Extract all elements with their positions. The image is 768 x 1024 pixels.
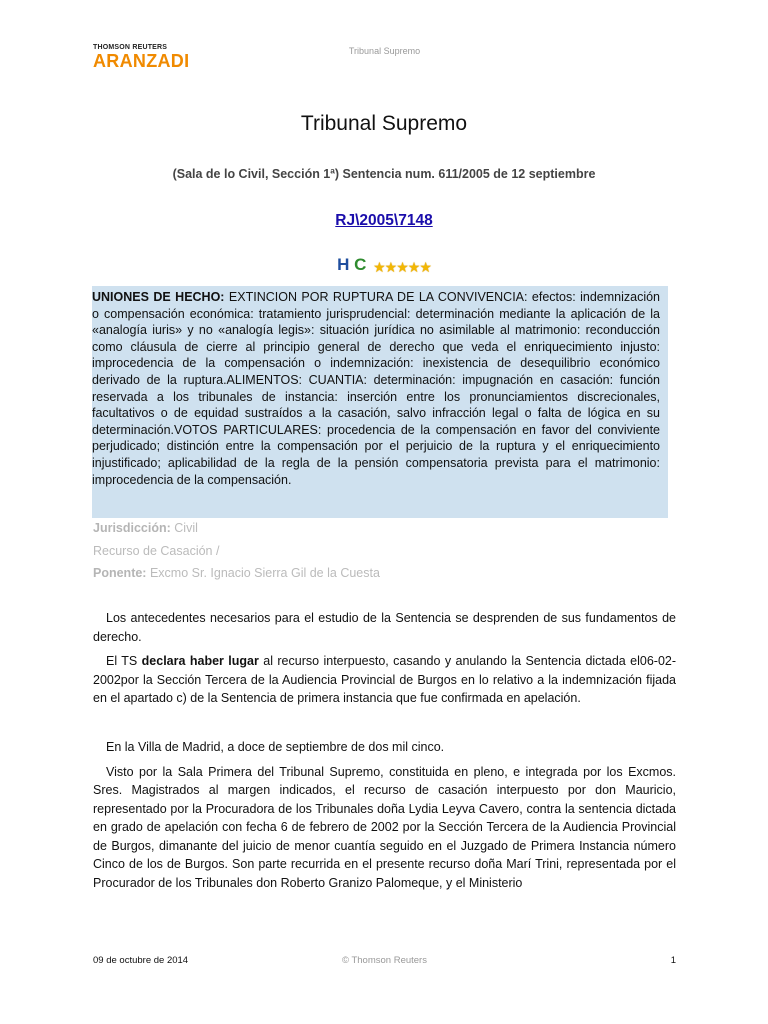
ponente-value: Excmo Sr. Ignacio Sierra Gil de la Cuesta [146, 566, 380, 580]
rating-h-letter: H [337, 255, 350, 274]
jurisdiction-label: Jurisdicción: [93, 521, 171, 535]
footer-copyright: © Thomson Reuters [342, 955, 427, 966]
summary-heading: UNIONES DE HECHO: [92, 290, 225, 304]
logo-main-text: ARANZADI [93, 51, 190, 71]
jurisdiction-line [93, 521, 198, 535]
fallo-post: al recurso interpuesto, casando y anulando la Sentencia dictada el06-02-2002por la Sección Tercera de la Audiencia Provincial de Burgos en lo relativo a la indemnización fijada en el apartado c) de la Sentencia de primera instancia que fue confirmada en apelación. [93, 654, 677, 705]
logo-top-text: THOMSON REUTERS [93, 44, 168, 51]
page-footer [93, 955, 676, 966]
paragraph-antecedentes: Los antecedentes necesarios para el estudio de la Sentencia se desprenden de sus fundamentos de derecho. [93, 611, 676, 644]
header-center-title: Tribunal Supremo [348, 46, 421, 56]
jurisdiction-value: Civil [170, 521, 198, 535]
star-icon: ★ [384, 259, 397, 275]
reference-link[interactable]: RJ\2005\7148 [335, 212, 433, 229]
page-title: Tribunal Supremo [300, 112, 468, 135]
reference-row [0, 212, 768, 230]
summary-box [92, 286, 668, 518]
rating-stars [373, 257, 431, 277]
ponente-line [93, 566, 380, 580]
star-icon: ★ [407, 259, 420, 275]
sentence-subtitle: (Sala de lo Civil, Sección 1ª) Sentencia num. 611/2005 de 12 septiembre [172, 167, 596, 181]
paragraph-fallo [93, 652, 676, 708]
footer-date: 09 de octubre de 2014 [93, 955, 189, 966]
rating-row [0, 255, 768, 277]
page-header [93, 40, 676, 76]
body-section-1 [93, 609, 676, 708]
star-icon: ★ [396, 259, 408, 275]
rating-c-letter: C [354, 255, 367, 274]
paragraph-fecha: En la Villa de Madrid, a doce de septiembre de dos mil cinco. [106, 740, 445, 754]
summary-text: EXTINCION POR RUPTURA DE LA CONVIVENCIA: efectos: indemnización o compensación económica: tratamiento jurisprudencial: determinación mediante la aplicación de la «analogía iuris» y no «analogía legis»: situación jurídica no asimilable al matrimonio: reconducción como cláusula de cierre al principio general de derecho que veda el enriquecimiento injusto: improcedencia de la compensación o indemnización: inexistencia de desequilibrio económico derivado de la ruptura.ALIMENTOS: CUANTIA: determinación: impugnación en casación: función reservada a los tribunales de instancia: inserción entre los pronunciamientos discrecionales, facultativos o de equidad sustraídos a la casación, salvo infracción legal o falta de lógica en su determinación.VOTOS PARTICULARES: procedencia de la compensación en favor del conviviente perjudicado; distinción entre la compensación por el perjuicio de la ruptura y el enriquecimiento injustificado; aplicabilidad de la regla de la pensión compensatoria prevista para el matrimonio: improcedencia de la compensación. [92, 290, 661, 487]
page-number: 1 [670, 955, 676, 966]
fallo-pre: El TS [106, 654, 142, 668]
star-icon: ★ [373, 259, 385, 275]
recurso-line: Recurso de Casación / [93, 544, 220, 558]
ponente-label: Ponente: [93, 566, 147, 580]
paragraph-visto: Visto por la Sala Primera del Tribunal Supremo, constituida en pleno, e integrada por los Excmos. Sres. Magistrados al margen indicados, el recurso de casación interpuesto por don Mauricio, representado por la Procuradora de los Tribunales doña Lydia Leyva Cavero, contra la sentencia dictada en grado de apelación con fecha 6 de febrero de 2002 por la Sección Tercera de la Audiencia Provincial de Burgos, dimanante del juicio de menor cuantía seguido en el Juzgado de Primera Instancia número Cinco de los de Burgos. Son parte recurrida en el presente recurso doña Marí Trini, representada por el Procurador de los Tribunales don Roberto Granizo Palomeque, y el Ministerio [93, 764, 676, 890]
body-section-2 [93, 738, 676, 892]
star-icon: ★ [419, 259, 431, 275]
fallo-bold: declara haber lugar [141, 654, 259, 668]
